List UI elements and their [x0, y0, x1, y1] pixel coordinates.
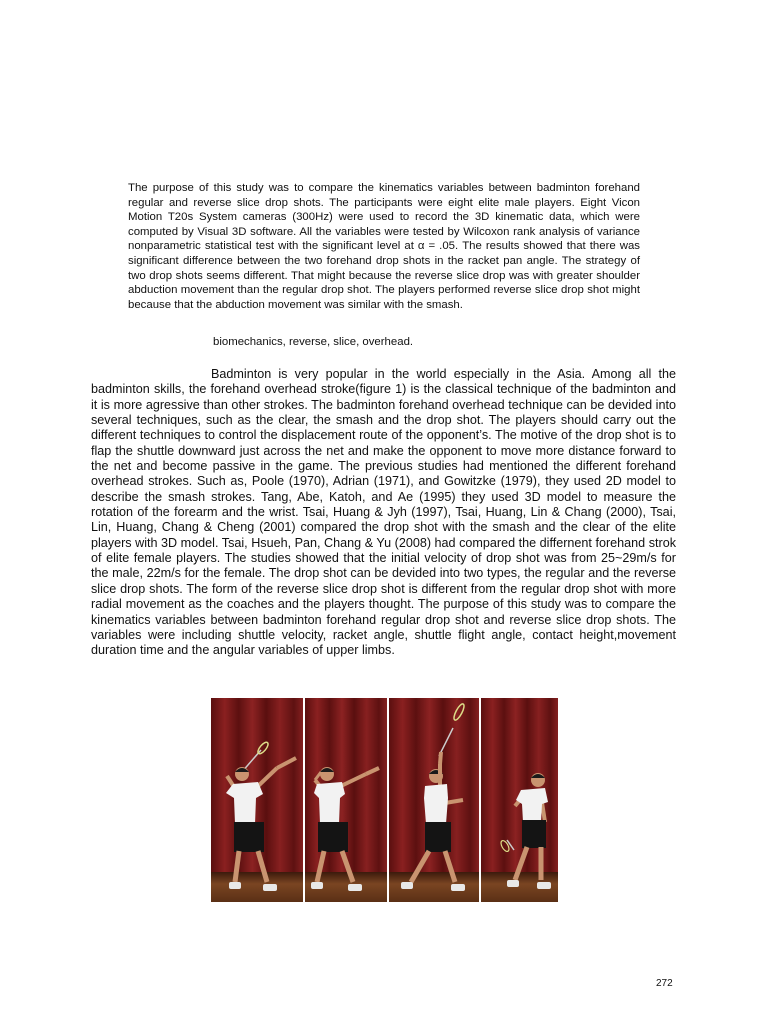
figure-1-photo-sequence — [211, 698, 558, 902]
figure-panel-1 — [211, 698, 303, 902]
page-number: 272 — [656, 978, 673, 989]
abstract-paragraph: The purpose of this study was to compare the kinematics variables between badminton forehand regular and reverse slice drop shots. The participants were eight elite male players. Eight Vicon Motion T20s System cameras (300Hz) were used to record the 3D kinematic data, which were computed by Visual 3D software. All the variables were tested by Wilcoxon rank analysis of variance nonparametric statistical test with the significant level at α = .05. The results showed that there was significant difference between the two forehand drop shots in the racket pan angle. The strategy of two drop shots seems different. That might because the reverse slice drop was with greater shoulder abduction movement than the regular drop shot. The players performed reverse slice drop shot might because that the abduction movement was similar with the smash. — [128, 182, 640, 311]
figure-panel-4 — [481, 698, 558, 902]
figure-panel-3 — [389, 698, 479, 902]
introduction-paragraph: Badminton is very popular in the world especially in the Asia. Among all the badminton skills, the forehand overhead stroke(figure 1) is the classical technique of the badminton and it is more agressive than other strokes. The badminton forehand overhead technique can be devided into several techniques, such as the clear, the smash and the drop shot. The players should carry out the different techniques to control the displacement route of the opponent’s. The motive of the drop shot is to flap the shuttle downward just across the net and make the opponent to move more distance forward to the net and become passive in the game. The previous studies had mentioned the different forehand overhead strokes. Such as, Poole (1970), Adrian (1971), and Gowitzke (1979), they used 2D model to describe the smash strokes. Tang, Abe, Katoh, and Ae (1995) they used 3D model to measure the rotation of the forearm and the wrist. Tsai, Huang & Jyh (1997), Tsai, Huang, Lin & Chang (2000), Tsai, Lin, Huang, Chang & Cheng (2001) compared the drop shot with the smash and the clear of the elite players with 3D model. Tsai, Hsueh, Pan, Chang & Yu (2008) had compared the differnent forehand strok of elite female players. The studies showed that the initial velocity of drop shot was from 25~29m/s for the male, 22m/s for the female. The drop shot can be devided into two types, the regular and the reverse slice drop shots. The form of the reverse slice drop shot is different from the regular drop shot with more radial movement as the coaches and the players thought. The purpose of this study was to compare the kinematics variables between badminton forehand regular drop shot and reverse slice drop shots. The variables were including shuttle velocity, racket angle, shuttle flight angle, contact height,movement duration time and the angular variables of upper limbs. — [91, 367, 676, 658]
keywords-line: biomechanics, reverse, slice, overhead. — [213, 336, 414, 348]
figure-panel-2 — [305, 698, 387, 902]
